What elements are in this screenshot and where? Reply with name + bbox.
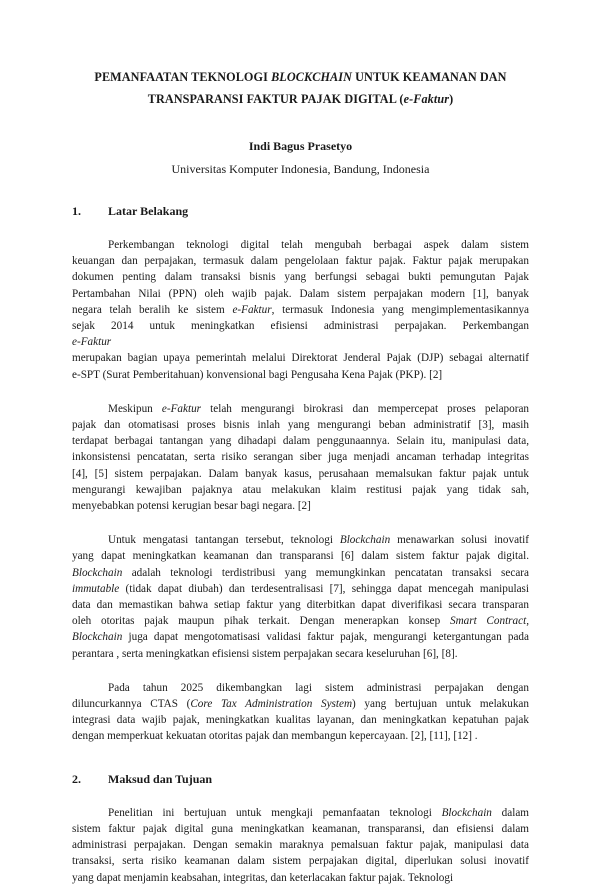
text-line: yang dapat meningkatkan keamanan dan transparansi [6] dalam sistem faktur pajak digital. [72, 550, 529, 563]
text-segment: Penelitian ini bertujuan untuk mengkaji pemanfaatan teknologi [108, 806, 442, 819]
text-line: yang dapat menjamin keabsahan, integritas, dan keterlacakan faktur pajak. Teknologi [72, 871, 454, 884]
text-line: Perkembangan teknologi digital telah mengubah berbagai aspek dalam sistem [108, 239, 529, 251]
title-text: ) [449, 92, 454, 106]
text-line: mengurangi kewajiban pajaknya atau melakukan klaim restitusi pajak yang tidak sah, [72, 483, 529, 496]
paragraph [72, 680, 529, 745]
text-line: merupakan bagian upaya pemerintah melalui Direktorat Jenderal Pajak (DJP) sebagai alternatif [72, 352, 529, 365]
text-segment: adalah teknologi terdistribusi yang memungkinkan pencatatan transaksi secara [122, 566, 529, 579]
text-segment: (tidak dapat diubah) dan terdesentralisasi [7], sehingga dapat mencegah manipulasi [119, 582, 529, 595]
text-segment: Untuk mengatasi tantangan tersebut, teknologi [108, 534, 340, 547]
italic-term: Core Tax Administration System [190, 698, 353, 711]
text-segment: telah mengurangi birokrasi dan mempercepat proses pelaporan [201, 402, 530, 415]
title-italic-term: BLOCKCHAIN [271, 70, 352, 84]
text-line: dokumen penting dalam transaksi bisnis yang berfungsi sebagai bukti pemungutan Pajak [72, 271, 529, 284]
paragraph [72, 401, 529, 514]
italic-term: Blockchain [441, 806, 492, 819]
text-line [72, 302, 529, 318]
text-segment: , [526, 615, 529, 628]
section-heading [72, 771, 529, 787]
text-segment: oleh otoritas pajak maupun pihak terkait. Dengan menerapkan konsep [72, 615, 450, 628]
italic-term: Blockchain [339, 534, 391, 547]
text-line: keuangan dan perpajakan, termasuk dalam pengelolaan faktur pajak. Faktur pajak merupakan [72, 255, 529, 268]
text-line: terdapat berbagai tantangan yang dihadapi dalam penggunaannya. Selain itu, manipulasi data, [72, 435, 529, 448]
section-title: Maksud dan Tujuan [108, 771, 213, 786]
title-italic-term: e-Faktur [403, 92, 450, 106]
text-line [72, 629, 529, 645]
text-line: dengan memperkuat kekuatan otoritas pajak dan membangun kepercayaan. [2], [11], [12] . [72, 730, 478, 743]
text-segment: juga dapat mengotomatisasi validasi faktur pajak, mengurangi ketergantungan pada [122, 631, 529, 644]
author-affiliation: Universitas Komputer Indonesia, Bandung, Indonesia [171, 162, 430, 176]
text-line: Pertambahan Nilai (PPN) oleh wajib pajak. Dalam sistem perpajakan modern [1], banyak [72, 287, 529, 300]
text-line: Pada tahun 2025 dikembangkan lagi sistem administrasi perpajakan dengan [108, 681, 529, 694]
text-line [72, 613, 529, 629]
text-segment: dalam [491, 806, 529, 819]
text-segment: negara telah beralih ke sistem [72, 303, 233, 316]
text-line: data dan memastikan bahwa setiap faktur yang diterbitkan dapat diverifikasi secara transparan [72, 599, 529, 612]
text-segment: menawarkan solusi inovatif [390, 534, 529, 547]
section-title: Latar Belakang [108, 204, 189, 218]
text-line [72, 805, 529, 821]
text-line: administrasi perpajakan. Dengan semakin maraknya pemalsuan faktur pajak, manipulasi data [72, 839, 529, 852]
text-segment: Meskipun [108, 402, 162, 415]
text-line [72, 334, 529, 350]
text-line [72, 696, 529, 712]
paper-title [72, 66, 529, 110]
italic-term: Blockchain [72, 566, 123, 579]
text-line [72, 565, 529, 581]
title-text: PEMANFAATAN TEKNOLOGI [94, 70, 272, 84]
text-segment: , termasuk Indonesia yang mengimplementasikannya [271, 303, 529, 316]
text-segment: diluncurkannya CTAS ( [72, 698, 191, 711]
paragraph [72, 532, 529, 662]
text-line: integrasi data wajib pajak, meningkatkan kualitas layanan, dan meningkatkan kepatuhan pajak [72, 714, 529, 727]
text-line [72, 532, 529, 548]
italic-term: e-Faktur [161, 402, 202, 415]
text-line: sejak 2014 untuk meningkatkan efisiensi administrasi perpajakan. Perkembangan [72, 320, 529, 333]
text-line [72, 401, 529, 417]
paragraph [72, 237, 529, 383]
italic-term: e-Faktur [72, 336, 112, 349]
text-line: sistem faktur pajak digital guna meningkatkan keamanan, transparansi, dan efisiensi dalam [72, 822, 529, 835]
italic-term: immutable [72, 582, 120, 595]
text-line: perantara , serta meningkatkan efisiensi sistem perpajakan secara keseluruhan [6], [8]. [72, 647, 458, 660]
text-line [72, 581, 529, 597]
section-heading [72, 203, 529, 219]
text-line: inkonsistensi pencatatan, serta risiko serangan siber juga menjadi ancaman terhadap integritas [72, 451, 529, 464]
text-line: menyebabkan potensi kerugian besar bagi negara. [2] [72, 500, 311, 513]
text-line: pajak dan otomatisasi proses bisnis inlah yang mengurangi beban administratif [3], masih [72, 419, 529, 432]
section-number: 1. [72, 204, 81, 218]
italic-term: Smart Contract [449, 615, 527, 628]
text-line: transaksi, serta risiko keamanan dalam sistem perpajakan digital, diperlukan solusi inovatif [72, 855, 529, 868]
section-number: 2. [72, 771, 81, 786]
text-line: e-SPT (Surat Pemberitahuan) konvensional bagi Pengusaha Kena Pajak (PKP). [2] [72, 368, 443, 381]
italic-term: Blockchain [72, 631, 123, 644]
author-name: Indi Bagus Prasetyo [248, 139, 353, 153]
text-segment: ) yang bertujuan untuk melakukan [352, 698, 529, 711]
italic-term: e-Faktur [232, 303, 272, 316]
title-text: UNTUK KEAMANAN DAN [352, 70, 507, 84]
title-text: TRANSPARANSI FAKTUR PAJAK DIGITAL ( [147, 92, 404, 106]
text-line: [4], [5] sistem perpajakan. Dalam banyak kasus, perusahaan memalsukan faktur pajak untuk [72, 467, 529, 480]
paragraph [72, 805, 529, 886]
